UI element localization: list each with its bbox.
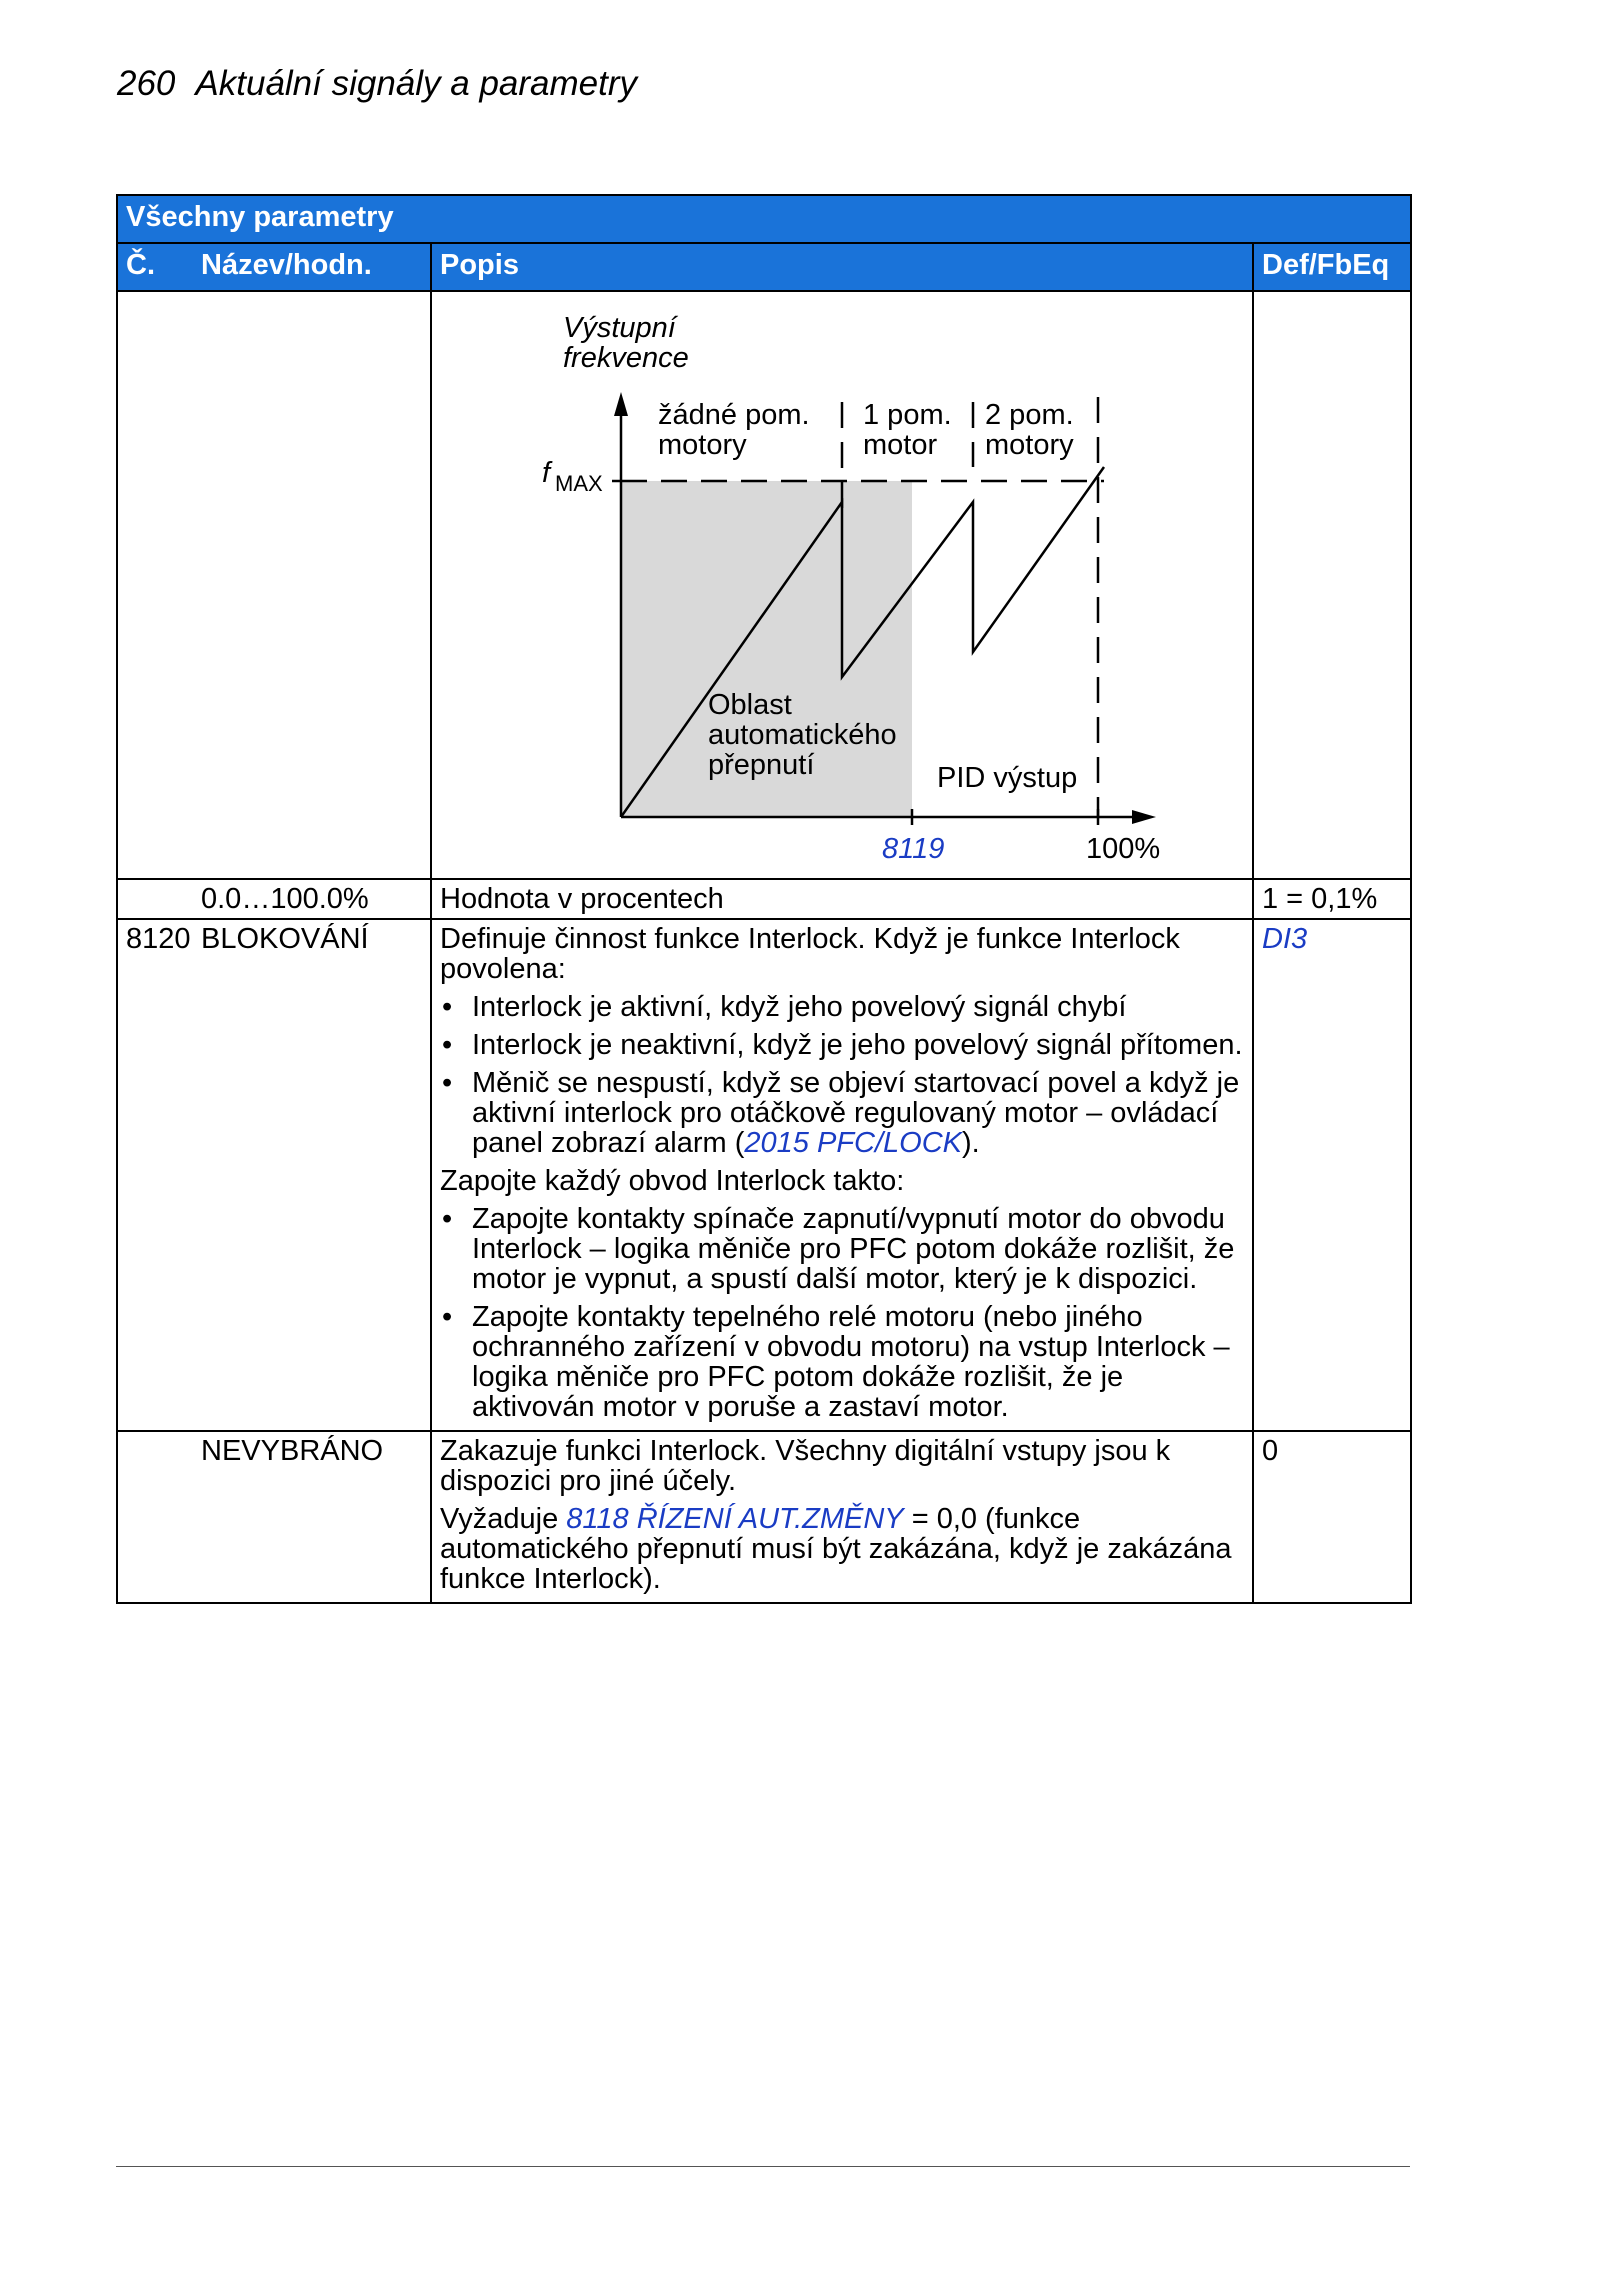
page-header: [117, 64, 637, 104]
connect-instructions: Zapojte každý obvod Interlock takto:: [440, 1165, 905, 1197]
region-two-line1: 2 pom.: [985, 399, 1074, 431]
param-default-link[interactable]: DI3: [1253, 919, 1411, 1431]
list-item: • Měnič se nespustí, když se objeví startovací povel a když je aktivní interlock pro otáčkově regulovaný motor – ovládací panel zobrazí alarm (2015 PFC/LOCK).: [440, 1068, 1244, 1158]
param-number: 8120: [117, 919, 201, 1431]
table-row-8120: [117, 919, 1411, 1431]
fmax-label: f: [542, 457, 551, 489]
footer-divider: [116, 2166, 1410, 2167]
region-one-line1: 1 pom.: [863, 399, 952, 431]
x-axis-arrow-icon: [1132, 810, 1156, 824]
column-header-default: Def/FbEq: [1253, 243, 1411, 291]
area-label-line1: Oblast: [708, 689, 792, 721]
list-item: • Interlock je neaktivní, když je jeho povelový signál přítomen.: [440, 1030, 1244, 1060]
interlock-states-list: [440, 992, 1244, 1158]
range-description: Hodnota v procentech: [431, 879, 1253, 919]
table-title: Všechny parametry: [117, 195, 1411, 243]
list-item: • Zapojte kontakty spínače zapnutí/vypnutí motor do obvodu Interlock – logika měniče pro PFC potom dokáže rozlišit, že motor je vypnut, a spustí další motor, který je k dispozici.: [440, 1204, 1244, 1294]
value-default: 0: [1253, 1431, 1411, 1603]
x-tick-label-100: 100%: [1086, 833, 1161, 865]
y-axis-label-line2: frekvence: [563, 342, 689, 374]
value-description: Zakazuje funkci Interlock. Všechny digitální vstupy jsou k dispozici pro jiné účely. Vyžaduje 8118 ŘÍZENÍ AUT.ZMĚNY = 0,0 (funkce automatického přepnutí musí být zakázána, když je zakázána funkce Interlock).: [431, 1431, 1253, 1603]
table-title-row: [117, 195, 1411, 243]
column-header-description: Popis: [431, 243, 1253, 291]
connect-steps-list: [440, 1204, 1244, 1422]
x-tick-label-8119-link[interactable]: 8119: [882, 833, 945, 865]
region-none-line2: motory: [658, 429, 747, 461]
table-row-range: [117, 879, 1411, 919]
range-value: 0.0…100.0%: [201, 879, 431, 919]
x-axis-label: PID výstup: [937, 762, 1078, 794]
list-item: • Zapojte kontakty tepelného relé motoru (nebo jiného ochranného zařízení v obvodu motoru) na vstup Interlock – logika měniče pro PFC potom dokáže rozlišit, že je aktivován motor v poruše a zastaví motor.: [440, 1302, 1244, 1422]
parameters-table: [116, 194, 1412, 1604]
page-number: 260: [117, 64, 176, 103]
y-axis-label-line1: Výstupní: [563, 312, 676, 344]
table-row-nevybrano: [117, 1431, 1411, 1603]
value-name: NEVYBRÁNO: [201, 1431, 431, 1603]
alarm-2015-link[interactable]: 2015 PFC/LOCK: [744, 1127, 963, 1159]
diagram-cell: [431, 291, 1253, 879]
param-intro: Definuje činnost funkce Interlock. Když je funkce Interlock povolena:: [440, 923, 1180, 985]
param-name: BLOKOVÁNÍ: [201, 919, 431, 1431]
area-label-line3: přepnutí: [708, 749, 815, 781]
y-axis-arrow-icon: [614, 392, 628, 416]
region-two-line2: motory: [985, 429, 1074, 461]
region-none-line1: žádné pom.: [658, 399, 810, 431]
column-header-name: Název/hodn.: [201, 243, 431, 291]
range-default: 1 = 0,1%: [1253, 879, 1411, 919]
param-description: [431, 919, 1253, 1431]
column-header-no: Č.: [117, 243, 201, 291]
region-one-line2: motor: [863, 429, 938, 461]
table-header-row: [117, 243, 1411, 291]
diagram-row: [117, 291, 1411, 879]
param-8118-link[interactable]: 8118 ŘÍZENÍ AUT.ZMĚNY: [566, 1503, 904, 1535]
page-header-title: Aktuální signály a parametry: [195, 64, 638, 103]
list-item: • Interlock je aktivní, když jeho povelový signál chybí: [440, 992, 1244, 1022]
area-label-line2: automatického: [708, 719, 897, 751]
fmax-subscript: MAX: [555, 471, 603, 496]
pfc-frequency-diagram: [432, 292, 1254, 872]
